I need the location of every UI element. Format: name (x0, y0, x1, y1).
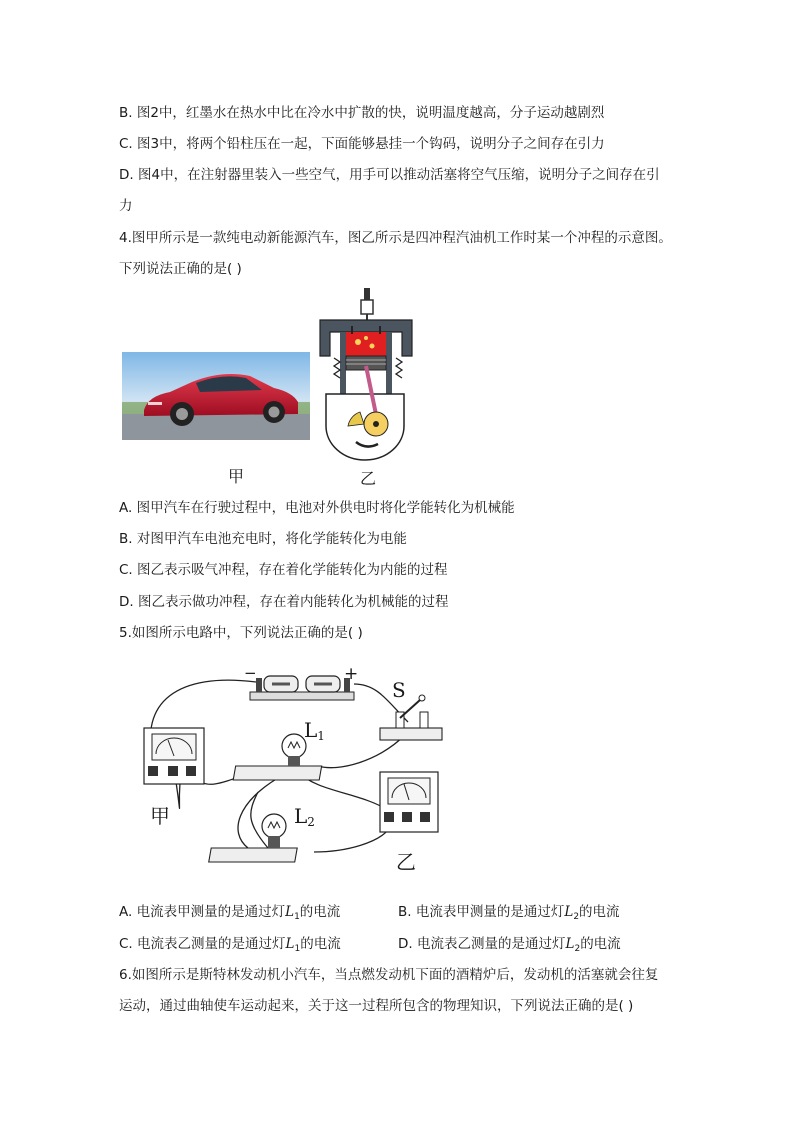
q5-option-a: A. 电流表甲测量的是通过灯$L_1$的电流 (119, 904, 341, 922)
battery-plus-label: + (344, 664, 359, 684)
q4-option-b: B. 对图甲汽车电池充电时，将化学能转化为电能 (119, 531, 407, 547)
q3-option-c: C. 图3中，将两个铅柱压在一起，下面能够悬挂一个钩码，说明分子之间存在引力 (119, 136, 605, 152)
q5-stem: 5.如图所示电路中，下列说法正确的是( ) (119, 625, 363, 641)
q5-option-b: B. 电流表甲测量的是通过灯$L_2$的电流 (398, 904, 620, 922)
caption-yi: 乙 (360, 469, 377, 488)
q6-stem-line1: 6.如图所示是斯特林发动机小汽车，当点燃发动机下面的酒精炉后，发动机的活塞就会往复 (119, 967, 659, 983)
q4-stem-line1: 4.图甲所示是一款纯电动新能源汽车，图乙所示是四冲程汽油机工作时某一个冲程的示意图。 (119, 230, 672, 246)
bulb-l2-label: $L_2$ (294, 804, 315, 829)
q4-option-a: A. 图甲汽车在行驶过程中，电池对外供电时将化学能转化为机械能 (119, 500, 515, 516)
q4-stem-line2: 下列说法正确的是( ) (119, 261, 242, 277)
battery-minus-label: − (244, 664, 257, 682)
ammeter-yi-label: 乙 (396, 850, 416, 874)
q4-option-c: C. 图乙表示吸气冲程，存在着化学能转化为内能的过程 (119, 562, 448, 578)
caption-jia: 甲 (228, 467, 245, 486)
bulb-l1-label: $L_1$ (304, 718, 325, 743)
q4-option-d: D. 图乙表示做功冲程，存在着内能转化为机械能的过程 (119, 594, 449, 610)
ammeter-jia-label: 甲 (150, 804, 170, 828)
q3-option-b: B. 图2中，红墨水在热水中比在冷水中扩散的快，说明温度越高，分子运动越剧烈 (119, 105, 605, 121)
car-photo (122, 352, 310, 440)
engine-diagram (312, 286, 418, 462)
q5-option-c: C. 电流表乙测量的是通过灯$L_1$的电流 (119, 936, 341, 954)
q3-option-d-line1: D. 图4中，在注射器里装入一些空气，用手可以推动活塞将空气压缩，说明分子之间存在引 (119, 167, 660, 183)
switch-label: S (392, 678, 406, 702)
q3-option-d-line2: 力 (119, 198, 133, 214)
q5-option-d: D. 电流表乙测量的是通过灯$L_2$的电流 (398, 936, 621, 954)
q6-stem-line2: 运动，通过曲轴使车运动起来，关于这一过程所包含的物理知识，下列说法正确的是( ) (119, 998, 634, 1014)
